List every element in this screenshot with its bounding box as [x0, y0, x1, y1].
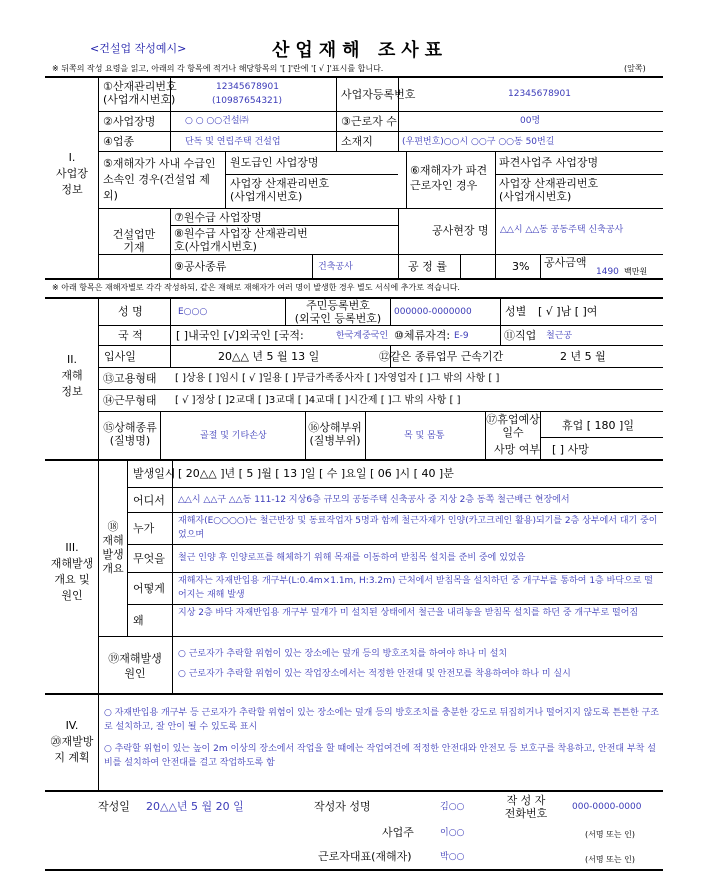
instructions-notice: ※ 뒤쪽의 작성 요령을 읽고, 아래의 각 항목에 적거나 해당항목의 '[ ]'란에 '[ √ ]'표시를 합니다. — [52, 64, 384, 73]
gender-checkbox[interactable]: [ √ ]남 [ ]여 — [538, 305, 598, 318]
section3-heading: III. 재해발생 개요 및 원인 — [50, 541, 94, 602]
progress-label: 공 정 률 — [408, 260, 447, 273]
field6-dispatch-name: 파견사업주 사업장명 — [499, 156, 599, 169]
worker-rep-value[interactable]: 박○○ — [440, 852, 465, 862]
field2-value[interactable]: ○ ○ ○○건설㈜ — [185, 116, 249, 126]
field15-value[interactable]: 골절 및 기타손상 — [200, 431, 267, 441]
nationality-country[interactable]: 한국계중국인 — [336, 331, 389, 341]
resident-no-label: 주민등록번호 (외국인 등록번호) — [294, 299, 382, 325]
amount-unit: 백만원 — [624, 267, 648, 276]
field4-label: ④업종 — [103, 135, 135, 148]
field16-value[interactable]: 목 및 몸통 — [404, 431, 445, 441]
field6-dispatch-no: 사업장 산재관리번호 (사업개시번호) — [499, 177, 599, 203]
field11-label: ⑪직업 — [504, 329, 537, 342]
employer-sign[interactable]: (서명 또는 인) — [585, 830, 635, 839]
field19-cause1[interactable]: ○ 근로자가 추락할 위험이 있는 장소에는 덮개 등의 방호조치를 하여야 하나 미 설치 — [178, 649, 508, 659]
field9-label: ⑨공사종류 — [174, 260, 227, 273]
biz-reg-value[interactable]: 12345678901 — [508, 89, 571, 99]
field12-label: ⑫같은 종류업무 근속기간 — [379, 350, 504, 363]
where-value[interactable]: △△시 △△구 △△동 111-12 지상6층 규모의 공동주택 신축공사 중 지상 2층 동쪽 철근배근 현장에서 — [178, 495, 570, 505]
phone-value[interactable]: 000-0000-0000 — [572, 802, 642, 812]
field11-value[interactable]: 철근공 — [546, 331, 573, 341]
section2-heading: II. 재해 정보 — [61, 353, 83, 398]
field3-label: ③근로자 수 — [341, 115, 397, 128]
name-value[interactable]: E○○○ — [178, 307, 208, 317]
worker-rep-label: 근로자대표(재해자) — [318, 850, 412, 863]
what-label: 무엇을 — [133, 552, 165, 565]
writer-value[interactable]: 김○○ — [440, 802, 465, 812]
field5-prime-no: 사업장 산재관리번호 (사업개시번호) — [230, 177, 330, 203]
field10-value[interactable]: E-9 — [454, 331, 469, 341]
field5-prime-name: 원도급인 사업장명 — [230, 156, 319, 169]
field3-value[interactable]: 00명 — [520, 116, 541, 126]
where-label: 어디서 — [133, 494, 165, 507]
nationality-checkbox[interactable]: [ ]내국인 [√]외국인 [국적: — [176, 329, 304, 342]
prevention-plan-1[interactable]: ○ 자재반입용 개구부 등 근로자가 추락할 위험이 있는 장소에는 덮개 등의 방호조치를 충분한 강도로 뒤집히거나 떨어지지 않도록 튼튼한 구조로 설치하고, 잘 안이 될 수 있도록 표시 — [104, 708, 659, 732]
writer-label: 작성자 성명 — [314, 800, 371, 813]
page-side: (앞쪽) — [624, 64, 646, 73]
form-subtitle: <건설업 작성예시> — [90, 42, 187, 55]
why-label: 왜 — [133, 614, 144, 627]
field12-value[interactable]: 2 년 5 월 — [560, 350, 606, 363]
biz-reg-label: 사업자등록번호 — [341, 88, 416, 101]
field18-label: ⑱ 재해 발생 개요 — [102, 520, 124, 575]
progress-value[interactable]: 3% — [512, 260, 530, 273]
field13-label: ⑬고용형태 — [103, 372, 157, 385]
section4-heading: IV. ⑳재발방 지 계획 — [50, 719, 94, 764]
date-label: 작성일 — [98, 800, 130, 813]
field15-label: ⑮상해종류 (질병명) — [103, 421, 157, 447]
field14-checkboxes[interactable]: [ √ ]정상 [ ]2교대 [ ]3교대 [ ]4교대 [ ]시간제 [ ]그 밖의 사항 [ ] — [175, 395, 461, 406]
how-value[interactable]: 재해자는 자재반입용 개구부(L:0.4m×1.1m, H:3.2m) 근처에서 받침목을 설치하던 중 개구부를 통하여 1층 바닥으로 떨어지는 재해 발생 — [178, 576, 653, 600]
prevention-plan-2[interactable]: ○ 추락할 위험이 있는 높이 2m 이상의 장소에서 작업을 할 때에는 작업여건에 적정한 안전대와 안전모 등 보호구를 착용하고, 안전대 부착 설비를 설치하여 안전대를 걸고 작업하도록 함 — [104, 744, 656, 768]
section1-heading: I. 사업장 정보 — [56, 151, 88, 196]
field16-label: ⑯상해부위 (질병부위) — [308, 421, 362, 447]
field19-cause2[interactable]: ○ 근로자가 추락할 위험이 있는 작업장소에서는 적정한 안전대 및 안전모를 착용하여야 하나 미 실시 — [178, 669, 571, 679]
field1-value-alt[interactable]: (10987654321) — [212, 96, 283, 106]
multi-victim-notice: ※ 아래 항목은 재해자별로 각각 작성하되, 같은 재해로 재해자가 여러 명이 발생한 경우 별도 서식에 추가로 적습니다. — [52, 283, 460, 292]
location-label: 소재지 — [341, 135, 373, 148]
amount-label: 공사금액 — [544, 256, 587, 269]
worker-rep-sign[interactable]: (서명 또는 인) — [585, 855, 635, 864]
field10-label: ⑩체류자격: — [394, 329, 451, 342]
why-value[interactable]: 지상 2층 바닥 자재반입용 개구부 덮개가 미 설치된 상태에서 철근을 내리놓을 받침목 설치를 하던 중 개구부로 떨어짐 — [178, 608, 639, 618]
employer-label: 사업주 — [382, 826, 414, 839]
death-checkbox[interactable]: [ ] 사망 — [552, 443, 589, 456]
field14-label: ⑭근무형태 — [103, 394, 157, 407]
field5-label: ⑤재해자가 사내 수급인 소속인 경우(건설업 제외) — [103, 157, 216, 202]
field7-label: ⑦원수급 사업장명 — [174, 211, 262, 224]
when-label: 발생일시 — [133, 467, 176, 480]
death-label: 사망 여부 — [494, 443, 541, 456]
site-name-value[interactable]: △△시 △△동 공동주택 신축공사 — [500, 225, 624, 235]
hire-date-value[interactable]: 20△△ 년 5 월 13 일 — [218, 350, 320, 363]
employer-value[interactable]: 이○○ — [440, 828, 465, 838]
field17-value[interactable]: 휴업 [ 180 ]일 — [562, 419, 634, 432]
form-title: 산업재해 조사표 — [272, 40, 448, 61]
field8-label: ⑧원수급 사업장 산재관리번호(사업개시번호) — [174, 227, 308, 253]
nationality-label: 국 적 — [118, 329, 143, 342]
field2-label: ②사업장명 — [103, 115, 156, 128]
field6-label: ⑥재해자가 파견근로자인 경우 — [410, 164, 488, 192]
what-value[interactable]: 철근 인양 후 인양로프를 해체하기 위해 목재를 이동하여 받침목 설치를 준비 중에 있었음 — [178, 553, 526, 563]
field1-value[interactable]: 12345678901 — [216, 82, 279, 92]
who-label: 누가 — [133, 522, 155, 535]
site-name-label: 공사현장 명 — [432, 224, 489, 237]
amount-value[interactable]: 1490 — [596, 267, 619, 277]
field13-checkboxes[interactable]: [ ]상용 [ ]임시 [ √ ]일용 [ ]무급가족종사자 [ ]자영업자 [ ]그 밖의 사항 [ ] — [175, 373, 500, 384]
field17-label: ⑰휴업예상 일수 — [486, 413, 540, 439]
resident-no-value[interactable]: 000000-0000000 — [394, 307, 472, 317]
when-value[interactable]: [ 20△△ ]년 [ 5 ]월 [ 13 ]일 [ 수 ]요일 [ 06 ]시 [ 40 ]분 — [178, 467, 454, 480]
gender-label: 성별 — [505, 305, 527, 318]
phone-label: 작 성 자 전화번호 — [504, 794, 548, 820]
date-value[interactable]: 20△△년 5 월 20 일 — [146, 800, 244, 813]
how-label: 어떻게 — [133, 582, 165, 595]
who-value[interactable]: 재해자(E○○○○)는 철근반장 및 동료작업자 5명과 함께 철근자재가 인양(카고크레인 활용)되기를 2층 상부에서 대기 중이었으며 — [178, 516, 658, 540]
name-label: 성 명 — [118, 305, 143, 318]
field4-value[interactable]: 단독 및 연립주택 건설업 — [185, 137, 281, 147]
field9-value[interactable]: 건축공사 — [318, 262, 353, 272]
location-value[interactable]: (우편번호)○○시 ○○구 ○○동 50번길 — [402, 137, 555, 147]
hire-date-label: 입사일 — [104, 350, 136, 363]
field19-label: ⑲재해발생 원인 — [108, 652, 162, 680]
construction-only-label: 건설업만 기재 — [112, 228, 156, 254]
field1-label: ①산재관리번호 (사업개시번호) — [103, 80, 177, 106]
